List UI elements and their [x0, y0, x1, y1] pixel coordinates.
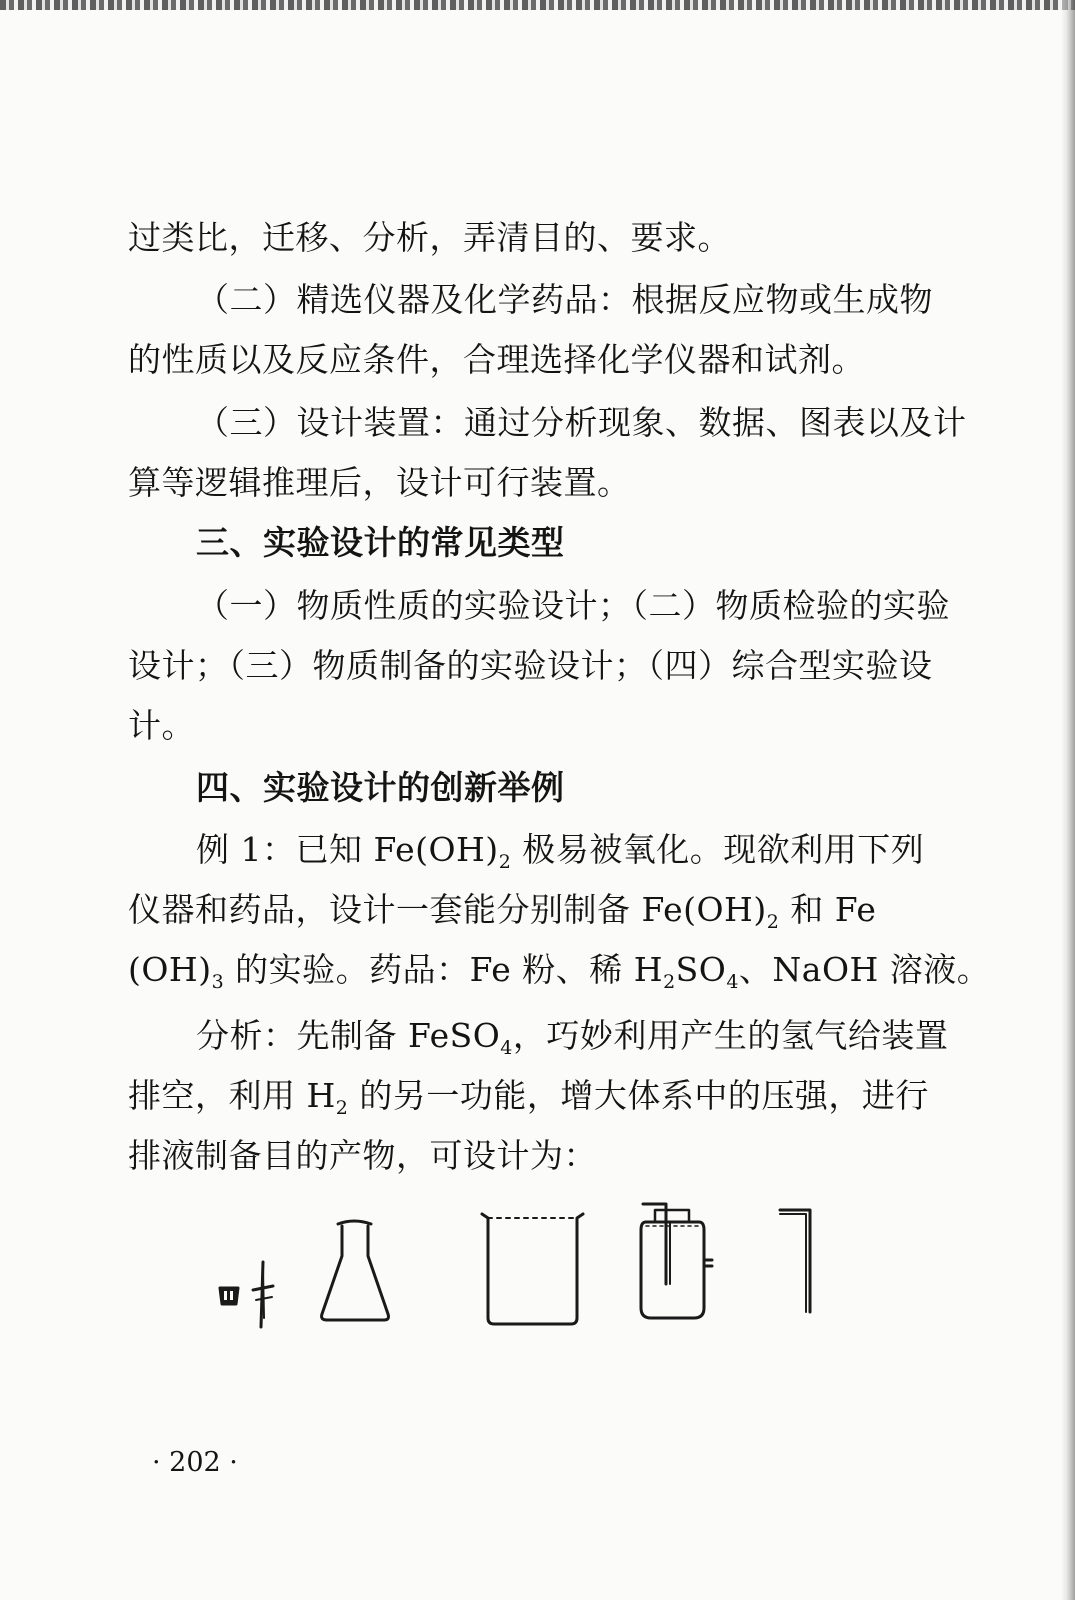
- gas-washing-bottle-icon: [641, 1204, 712, 1318]
- scan-top-edge: [0, 0, 1075, 10]
- text-line-9: 计。: [128, 706, 195, 745]
- analysis-line-3: 排液制备目的产物，可设计为：: [128, 1136, 597, 1175]
- rubber-stopper-icon: [220, 1288, 238, 1304]
- conical-flask-icon: [322, 1221, 389, 1320]
- text-line-2: （二）精选仪器及化学药品：根据反应物或生成物: [196, 280, 933, 319]
- text-line-7: （一）物质性质的实验设计；（二）物质检验的实验: [196, 586, 950, 625]
- beaker-icon: [482, 1214, 583, 1324]
- example-line-1: 例 1：已知 $Fe(OH)_2$ 极易被氧化。现欲利用下列: [196, 830, 925, 873]
- section-heading-3: 三、实验设计的常见类型: [196, 523, 565, 562]
- text-line-1: 过类比，迁移、分析，弄清目的、要求。: [128, 218, 731, 257]
- section-heading-4: 四、实验设计的创新举例: [196, 768, 565, 807]
- text-line-3: 的性质以及反应条件，合理选择化学仪器和试剂。: [128, 340, 865, 379]
- page-number: · 202 ·: [152, 1447, 238, 1478]
- text-line-4: （三）设计装置：通过分析现象、数据、图表以及计: [196, 403, 967, 442]
- example-line-3: $(OH)_3$ 的实验。药品：Fe 粉、稀 $H_2SO_4$、NaOH 溶液。: [128, 950, 991, 993]
- text-line-5: 算等逻辑推理后，设计可行装置。: [128, 463, 631, 502]
- scan-right-edge: [1061, 0, 1075, 1600]
- lab-apparatus-figure: [200, 1200, 840, 1360]
- stopcock-icon: [253, 1262, 273, 1327]
- example-line-2: 仪器和药品，设计一套能分别制备 $Fe(OH)_2$ 和 Fe: [128, 890, 877, 933]
- text-line-8: 设计；（三）物质制备的实验设计；（四）综合型实验设: [128, 646, 933, 685]
- analysis-line-1: 分析：先制备 FeSO$_4$，巧妙利用产生的氢气给装置: [196, 1016, 949, 1059]
- analysis-line-2: 排空，利用 $H_2$ 的另一功能，增大体系中的压强，进行: [128, 1076, 929, 1119]
- bent-glass-tube-icon: [780, 1210, 810, 1312]
